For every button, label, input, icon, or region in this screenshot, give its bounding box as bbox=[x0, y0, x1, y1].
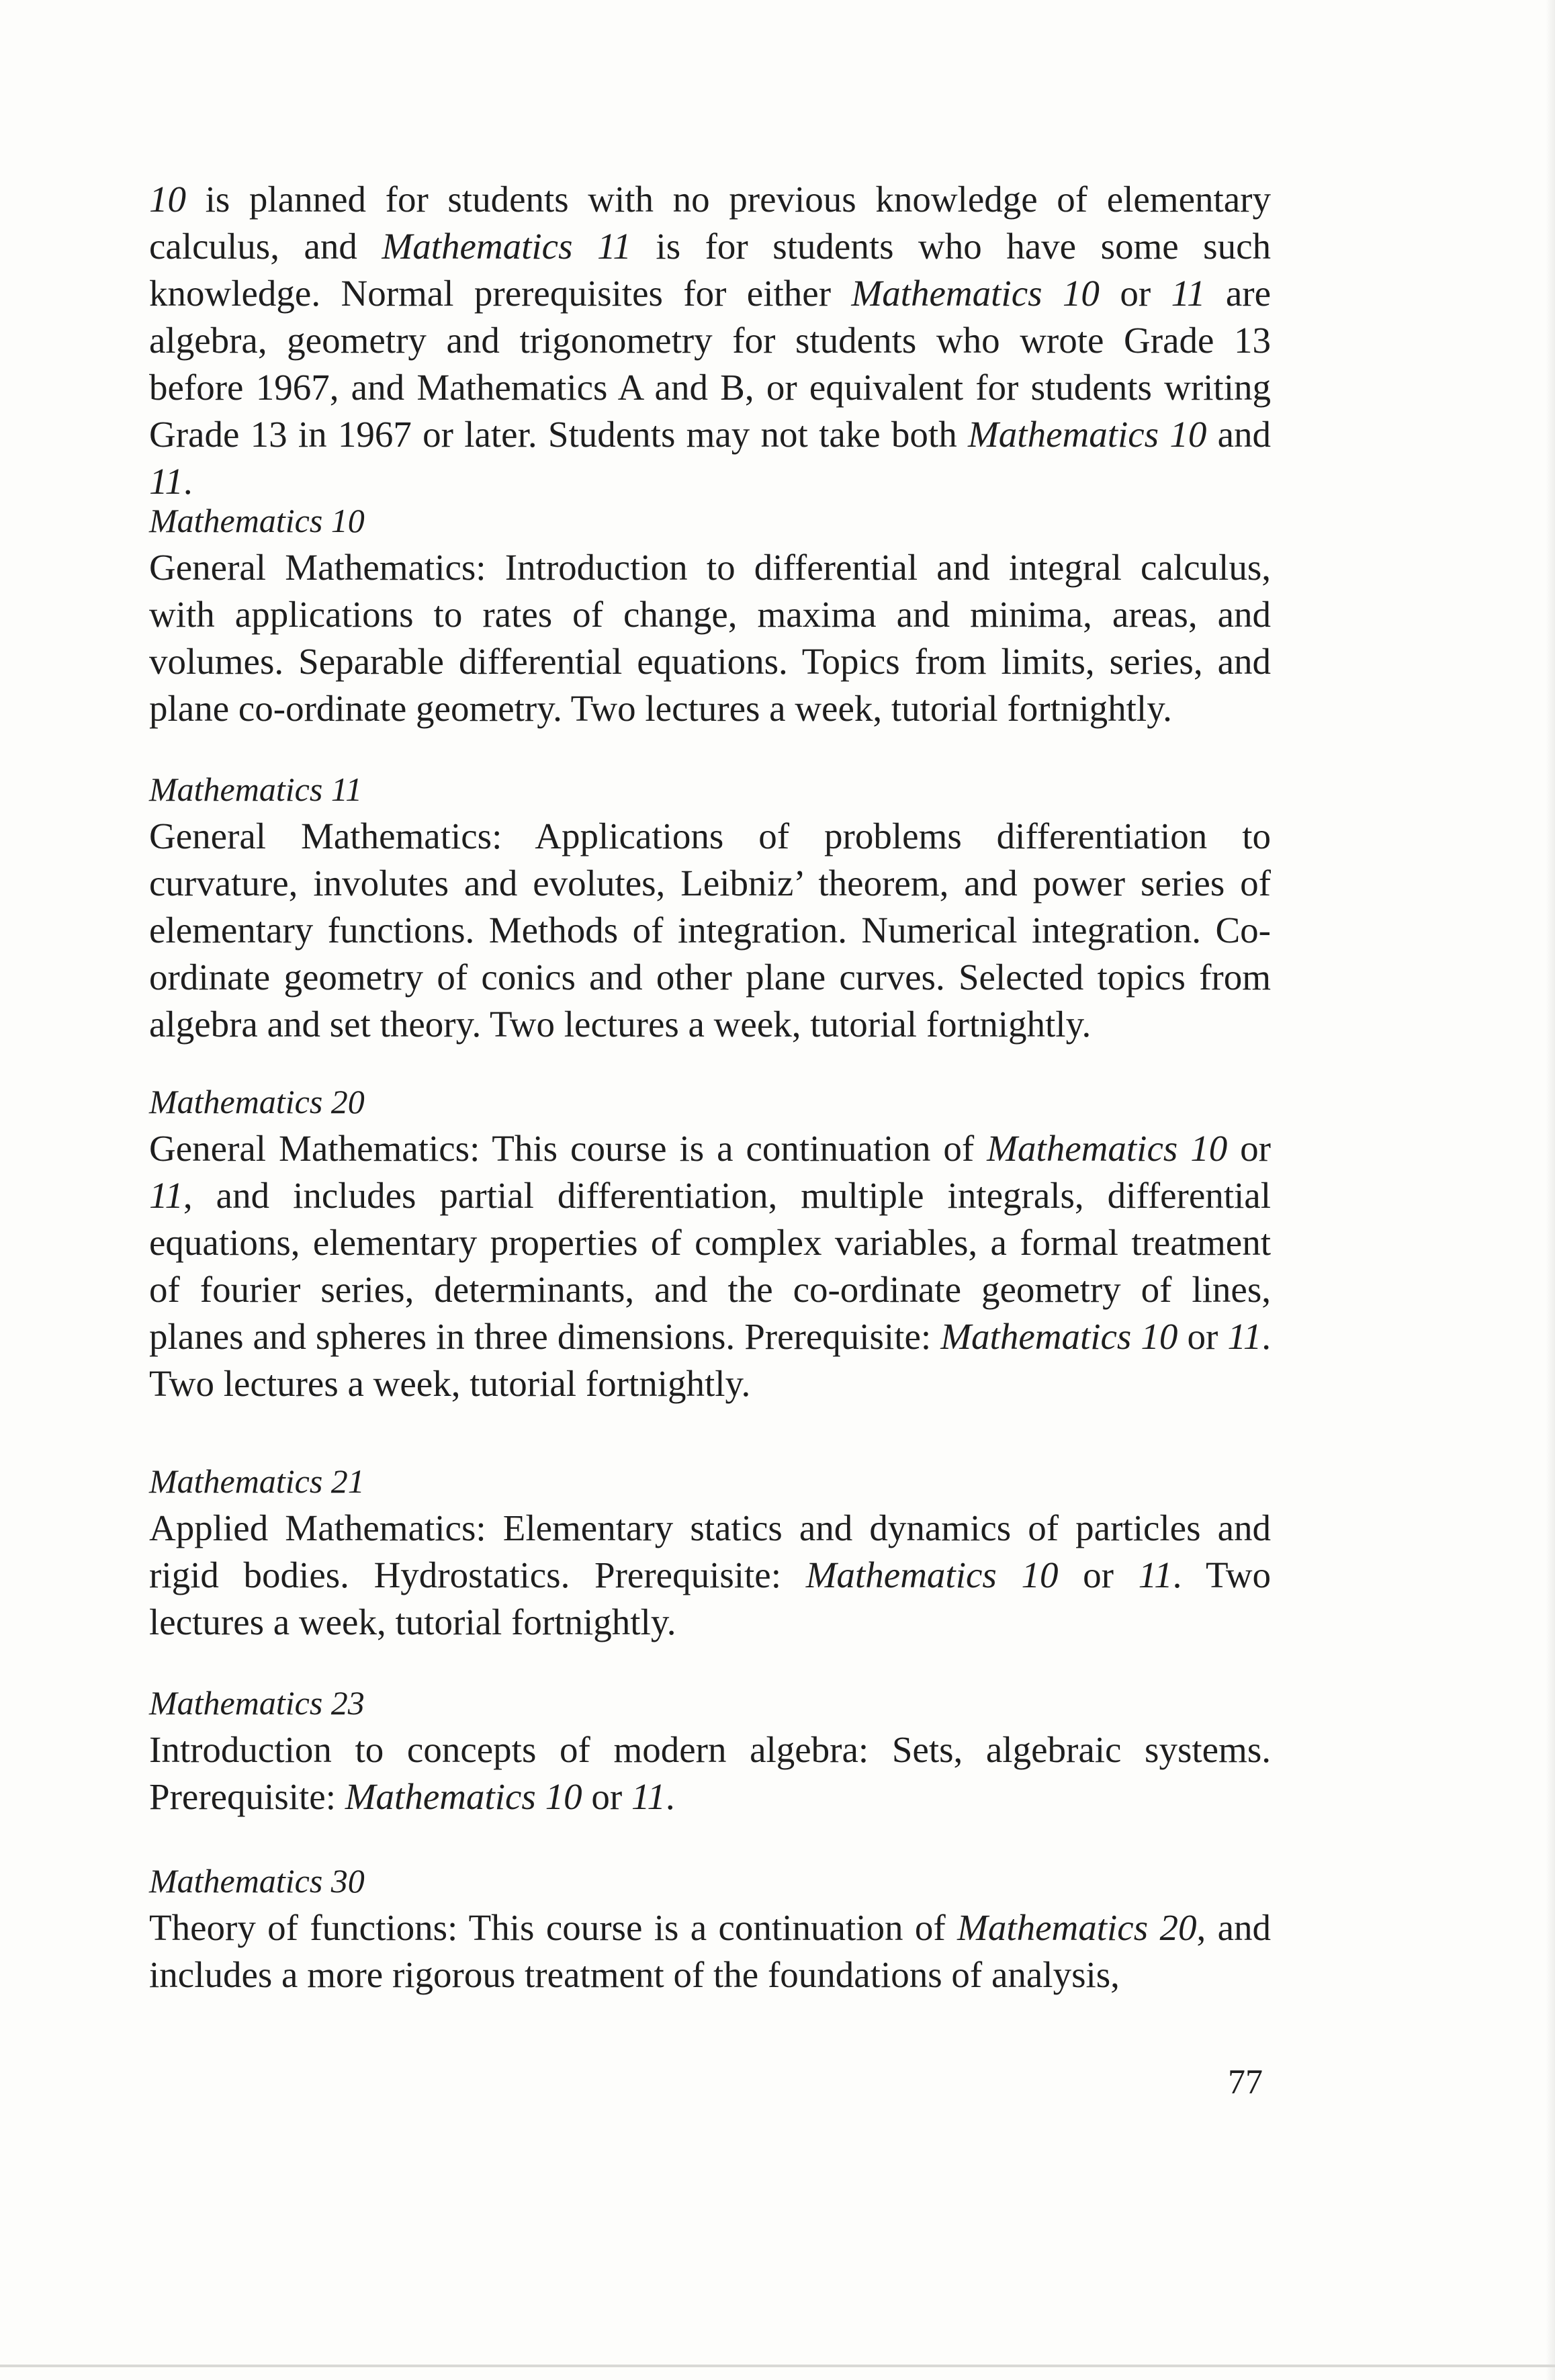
course-math23 bbox=[149, 1679, 1271, 1820]
course-heading: Mathematics 11 bbox=[149, 770, 363, 808]
course-description: General Mathematics: Introduction to differential and integral calculus, with applications to rates of change, maxima and minima, areas, and volumes. Separable differential equations. Topics from limits, series, and plane co-ordinate geometry. Two lectures a week, tutorial fortnightly. bbox=[149, 547, 1271, 729]
course-math30 bbox=[149, 1857, 1271, 1998]
course-math20 bbox=[149, 1078, 1271, 1407]
course-description: Introduction to concepts of modern algebra: Sets, algebraic systems. Prerequisite: Mathematics 10 or 11. bbox=[149, 1729, 1271, 1817]
course-description: General Mathematics: This course is a continuation of Mathematics 10 or 11, and includes partial differentiation, multiple integrals, differential equations, elementary properties of complex variables, a formal treatment of fourier series, determinants, and the co-ordinate geometry of lines, planes and spheres in three dimensions. Prerequisite: Mathematics 10 or 11. Two lectures a week, tutorial fortnightly. bbox=[149, 1128, 1271, 1404]
page-number: 77 bbox=[1228, 2063, 1263, 2101]
course-description: Theory of functions: This course is a continuation of Mathematics 20, and includes a more rigorous treatment of the foundations of analysis, bbox=[149, 1907, 1271, 1995]
course-heading: Mathematics 10 bbox=[149, 502, 365, 539]
course-heading: Mathematics 30 bbox=[149, 1862, 365, 1900]
intro-paragraph: 10 is planned for students with no previous knowledge of elementary calculus, and Mathematics 11 is for students who have some such knowledge. Normal prerequisites for either Mathematics 10 or 11 are algebra, geometry and trigonometry for students who wrote Grade 13 before 1967, and Mathematics A and B, or equivalent for students writing Grade 13 in 1967 or later. Students may not take both Mathematics 10 and 11. bbox=[149, 179, 1271, 502]
course-heading: Mathematics 23 bbox=[149, 1684, 365, 1722]
course-heading: Mathematics 20 bbox=[149, 1083, 365, 1120]
course-math21 bbox=[149, 1458, 1271, 1646]
page-bottom-edge bbox=[0, 2365, 1555, 2367]
course-description: General Mathematics: Applications of problems differentiation to curvature, involutes and evolutes, Leibniz’ theorem, and power series of elementary functions. Methods of integration. Numerical integration. Co-ordinate geometry of conics and other plane curves. Selected topics from algebra and set theory. Two lectures a week, tutorial fortnightly. bbox=[149, 816, 1271, 1045]
page-edge-shadow bbox=[1546, 0, 1555, 2380]
course-heading: Mathematics 21 bbox=[149, 1462, 365, 1500]
course-description: Applied Mathematics: Elementary statics and dynamics of particles and rigid bodies. Hydrostatics. Prerequisite: Mathematics 10 or 11. Two lectures a week, tutorial fortnightly. bbox=[149, 1507, 1272, 1642]
course-math11 bbox=[149, 766, 1271, 1048]
course-math10 bbox=[149, 497, 1271, 732]
